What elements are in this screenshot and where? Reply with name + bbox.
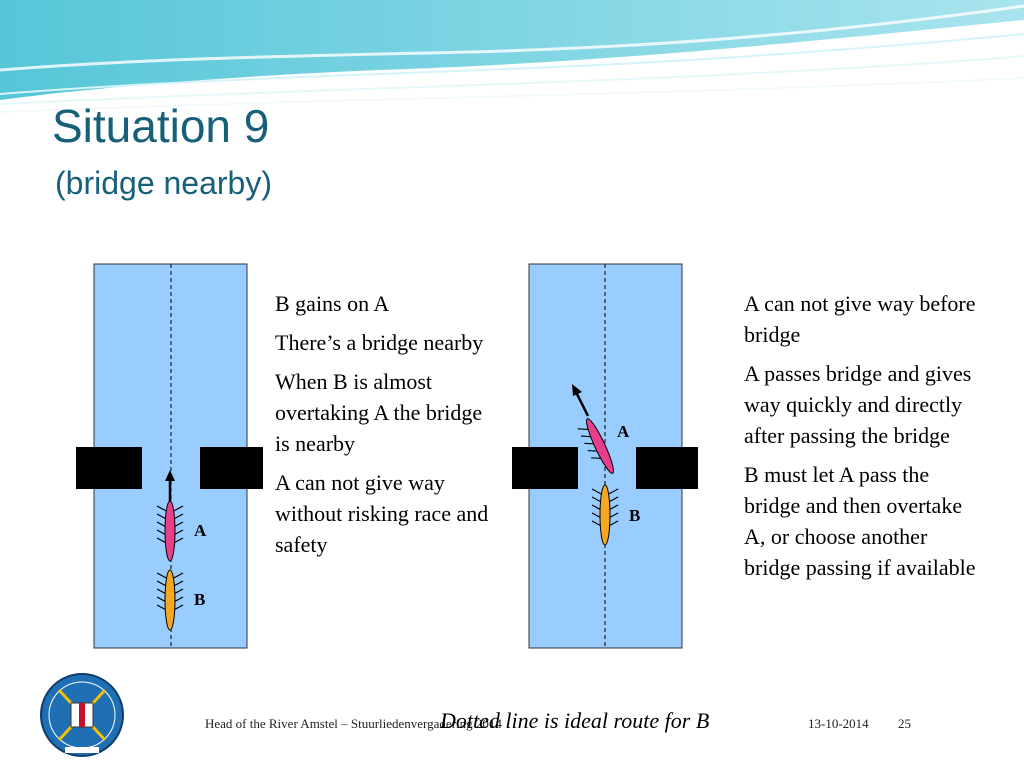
left-explanation xyxy=(275,288,490,568)
left-text-line: There’s a bridge nearby xyxy=(275,330,484,355)
bridge-pillar-right xyxy=(200,447,263,489)
right-explanation xyxy=(744,288,984,591)
right-river-diagram xyxy=(505,260,705,660)
boat-a-label: A xyxy=(194,521,207,540)
slide-subtitle: (bridge nearby) xyxy=(55,165,272,201)
footer-page-number: 25 xyxy=(898,716,911,731)
club-emblem-icon xyxy=(37,670,127,760)
footer-date: 13-10-2014 xyxy=(808,716,869,731)
left-text-line: A can not give way without risking race and safety xyxy=(275,470,489,557)
boat-b-label: B xyxy=(194,590,206,609)
left-river-diagram xyxy=(70,260,270,660)
right-text-line: B must let A pass the bridge and then overtake A, or choose another bridge passing if available xyxy=(744,462,976,580)
bridge-pillar-right xyxy=(636,447,698,489)
bridge-pillar-left xyxy=(512,447,578,489)
boat-a-label: A xyxy=(617,422,630,441)
right-text-line: A can not give way before bridge xyxy=(744,291,976,347)
right-text-line: A passes bridge and gives way quickly and directly after passing the bridge xyxy=(744,361,972,448)
route-note: Dotted line is ideal route for B xyxy=(440,708,710,733)
boat-b-label: B xyxy=(629,506,641,525)
slide-title: Situation 9 xyxy=(52,100,270,152)
bridge-pillar-left xyxy=(76,447,142,489)
left-text-line: When B is almost overtaking A the bridge is nearby xyxy=(275,369,483,456)
footer-presentation-title: Head of the River Amstel – Stuurliedenvergadering 2014 xyxy=(205,716,502,731)
left-text-line: B gains on A xyxy=(275,291,390,316)
